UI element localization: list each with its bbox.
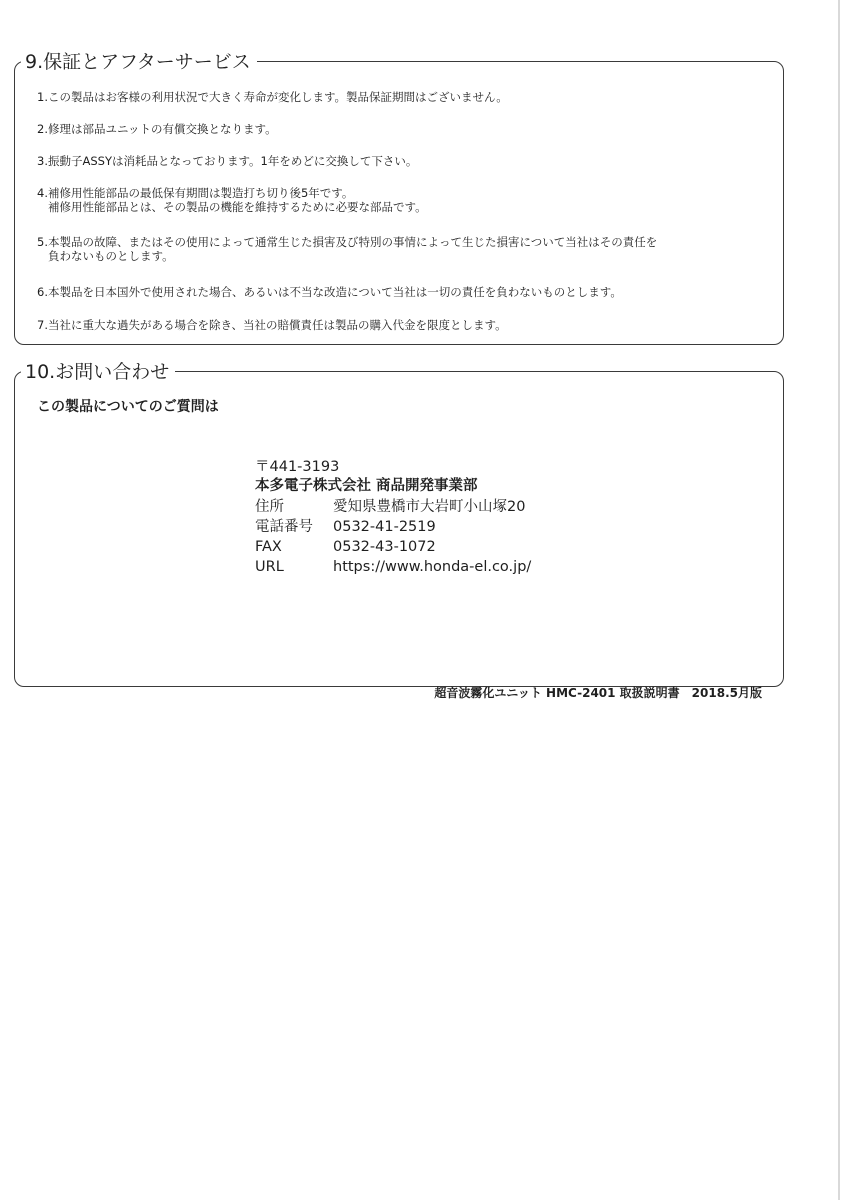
postal-code: 〒441-3193 [255, 459, 340, 475]
fax-row [255, 538, 436, 556]
url-label: URL [255, 559, 284, 575]
address-value: 愛知県豊橋市大岩町小山塚20 [333, 499, 526, 515]
warranty-item-6: 6.本製品を日本国外で使用された場合、あるいは不当な改造について当社は一切の責任を負わないものとします。 [37, 285, 622, 299]
fax-label: FAX [255, 539, 282, 555]
warranty-item-7: 7.当社に重大な過失がある場合を除き、当社の賠償責任は製品の購入代金を限度とします。 [37, 318, 507, 332]
phone-value: 0532-41-2519 [333, 519, 436, 535]
warranty-title: 9.保証とアフターサービス [21, 50, 257, 74]
url-value[interactable]: https://www.honda-el.co.jp/ [333, 559, 532, 575]
warranty-item-5: 5.本製品の故障、またはその使用によって通常生じた損害及び特別の事情によって生じた損害について当社はその責任を 負わないものとします。 [37, 235, 658, 263]
url-row [255, 558, 531, 576]
address-row [255, 498, 525, 516]
warranty-item-3: 3.振動子ASSYは消耗品となっております。1年をめどに交換して下さい。 [37, 154, 418, 168]
warranty-item-4: 4.補修用性能部品の最低保有期間は製造打ち切り後5年です。 補修用性能部品とは、その製品の機能を維持するために必要な部品です。 [37, 186, 427, 214]
fax-value: 0532-43-1072 [333, 539, 436, 555]
address-label: 住所 [255, 499, 284, 515]
warranty-item-1: 1.この製品はお客様の利用状況で大きく寿命が変化します。製品保証期間はございません。 [37, 90, 508, 104]
company-name: 本多電子株式会社 商品開発事業部 [255, 478, 478, 494]
contact-title: 10.お問い合わせ [21, 360, 175, 384]
document-footer: 超音波霧化ユニット HMC-2401 取扱説明書 2018.5月版 [434, 686, 762, 700]
contact-subtitle: この製品についてのご質問は [37, 399, 219, 415]
scan-edge [838, 0, 840, 1200]
phone-label: 電話番号 [255, 519, 313, 535]
warranty-item-2: 2.修理は部品ユニットの有償交換となります。 [37, 122, 277, 136]
phone-row [255, 518, 436, 536]
